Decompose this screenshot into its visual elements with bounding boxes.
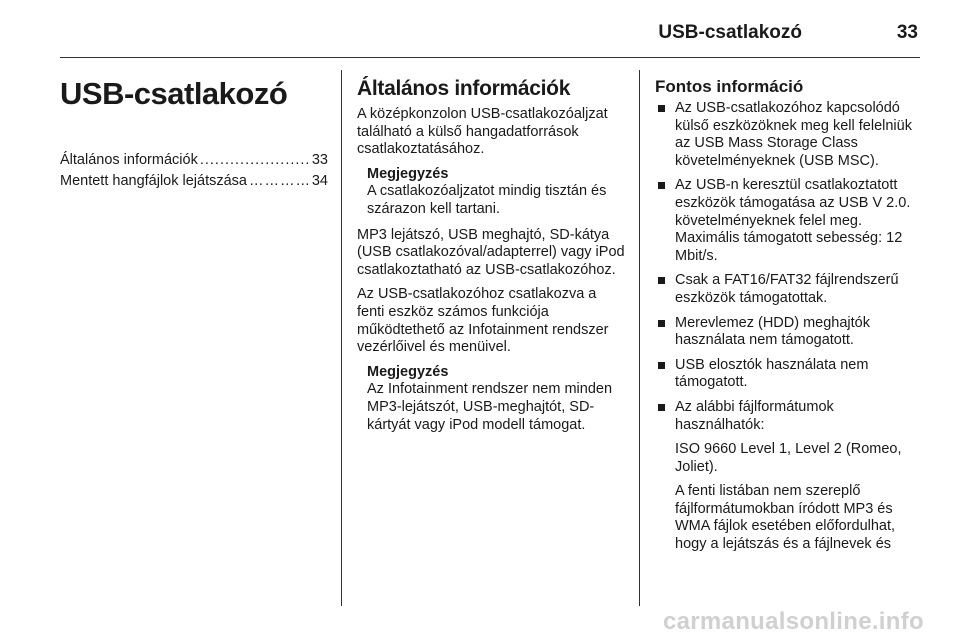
toc-entry-playback[interactable] bbox=[60, 171, 328, 192]
section-title: Általános információk bbox=[357, 77, 571, 100]
formats-text: ISO 9660 Level 1, Level 2 (Romeo, Joliet). bbox=[675, 441, 902, 475]
toc-entry-page: 33 bbox=[311, 152, 328, 168]
paragraph-devices: MP3 lejátszó, USB meghajtó, SD-kátya (USB csatlakozóval/adapterrel) vagy iPod csatlakoztatható az USB-csatlakozóhoz. bbox=[357, 226, 625, 278]
page-number: 33 bbox=[896, 22, 918, 43]
note-text: Az Infotainment rendszer nem minden MP3-lejátszót, USB-meghajtót, SD-kártyát vagy iPod modell támogat. bbox=[367, 381, 613, 433]
note-title: Megjegyzés bbox=[367, 363, 449, 380]
list-item: Merevlemez (HDD) meghajtók használata nem támogatott. bbox=[655, 315, 923, 350]
list-item: Az alábbi fájlformátumok használhatók: ISO 9660 Level 1, Level 2 (Romeo, Joliet). A fenti listában nem szereplő fájlformátumokban íródott MP3 és WMA fájlok esetében előfordulhat, hogy a lejátszás és a fájlnevek és bbox=[655, 399, 923, 554]
formats-note: A fenti listában nem szereplő fájlformátumokban íródott MP3 és WMA fájlok esetében előfordulhat, hogy a lejátszás és a fájlnevek és bbox=[675, 483, 896, 553]
square-bullet-icon bbox=[658, 105, 665, 112]
list-item: USB elosztók használata nem támogatott. bbox=[655, 357, 923, 392]
list-item: Csak a FAT16/FAT32 fájlrendszerű eszközök támogatottak. bbox=[655, 272, 923, 307]
list-item: Az USB-n keresztül csatlakoztatott eszközök támogatása az USB V 2.0. követelményeknek felel meg. Maximális támogatott sebesség: 12 Mbit/s. bbox=[655, 177, 923, 265]
column-important-info bbox=[655, 72, 923, 561]
square-bullet-icon bbox=[658, 277, 665, 284]
column-divider-2 bbox=[639, 70, 640, 606]
column-divider-1 bbox=[341, 70, 342, 606]
chapter-title: USB-csatlakozó bbox=[60, 76, 288, 111]
bullet-list bbox=[655, 100, 923, 554]
square-bullet-icon bbox=[658, 182, 665, 189]
header-title: USB-csatlakozó bbox=[658, 22, 802, 43]
square-bullet-icon bbox=[658, 362, 665, 369]
watermark: carmanualsonline.info bbox=[662, 608, 924, 635]
note-box-2 bbox=[357, 364, 625, 434]
section-title: Fontos információ bbox=[655, 77, 804, 96]
column-general-info bbox=[357, 72, 625, 442]
square-bullet-icon bbox=[658, 404, 665, 411]
note-title: Megjegyzés bbox=[367, 165, 449, 182]
column-toc bbox=[60, 72, 328, 192]
paragraph-intro: A középkonzolon USB-csatlakozóaljzat található a külső hangadatforrások csatlakoztatásához. bbox=[357, 106, 608, 158]
toc-leader bbox=[247, 171, 310, 192]
toc-entry-label: Mentett hangfájlok lejátszása bbox=[60, 173, 247, 189]
table-of-contents bbox=[60, 150, 328, 192]
note-box-1 bbox=[357, 166, 625, 219]
toc-leader bbox=[198, 150, 310, 171]
list-item: Az USB-csatlakozóhoz kapcsolódó külső eszközöknek meg kell felelniük az USB Mass Storage Class követelményeknek (USB MSC). bbox=[655, 100, 923, 170]
paragraph-functions: Az USB-csatlakozóhoz csatlakozva a fenti eszköz számos funkciója működtethető az Infotainment rendszer vezérlőivel és menüivel. bbox=[357, 286, 609, 356]
toc-entry-page: 34 bbox=[311, 173, 328, 189]
page-header bbox=[60, 0, 920, 58]
toc-entry-label: Általános információk bbox=[60, 152, 198, 168]
toc-entry-general-info[interactable] bbox=[60, 150, 328, 171]
square-bullet-icon bbox=[658, 320, 665, 327]
header-divider bbox=[60, 57, 920, 58]
note-text: A csatlakozóaljzatot mindig tisztán és szárazon kell tartani. bbox=[367, 183, 607, 217]
